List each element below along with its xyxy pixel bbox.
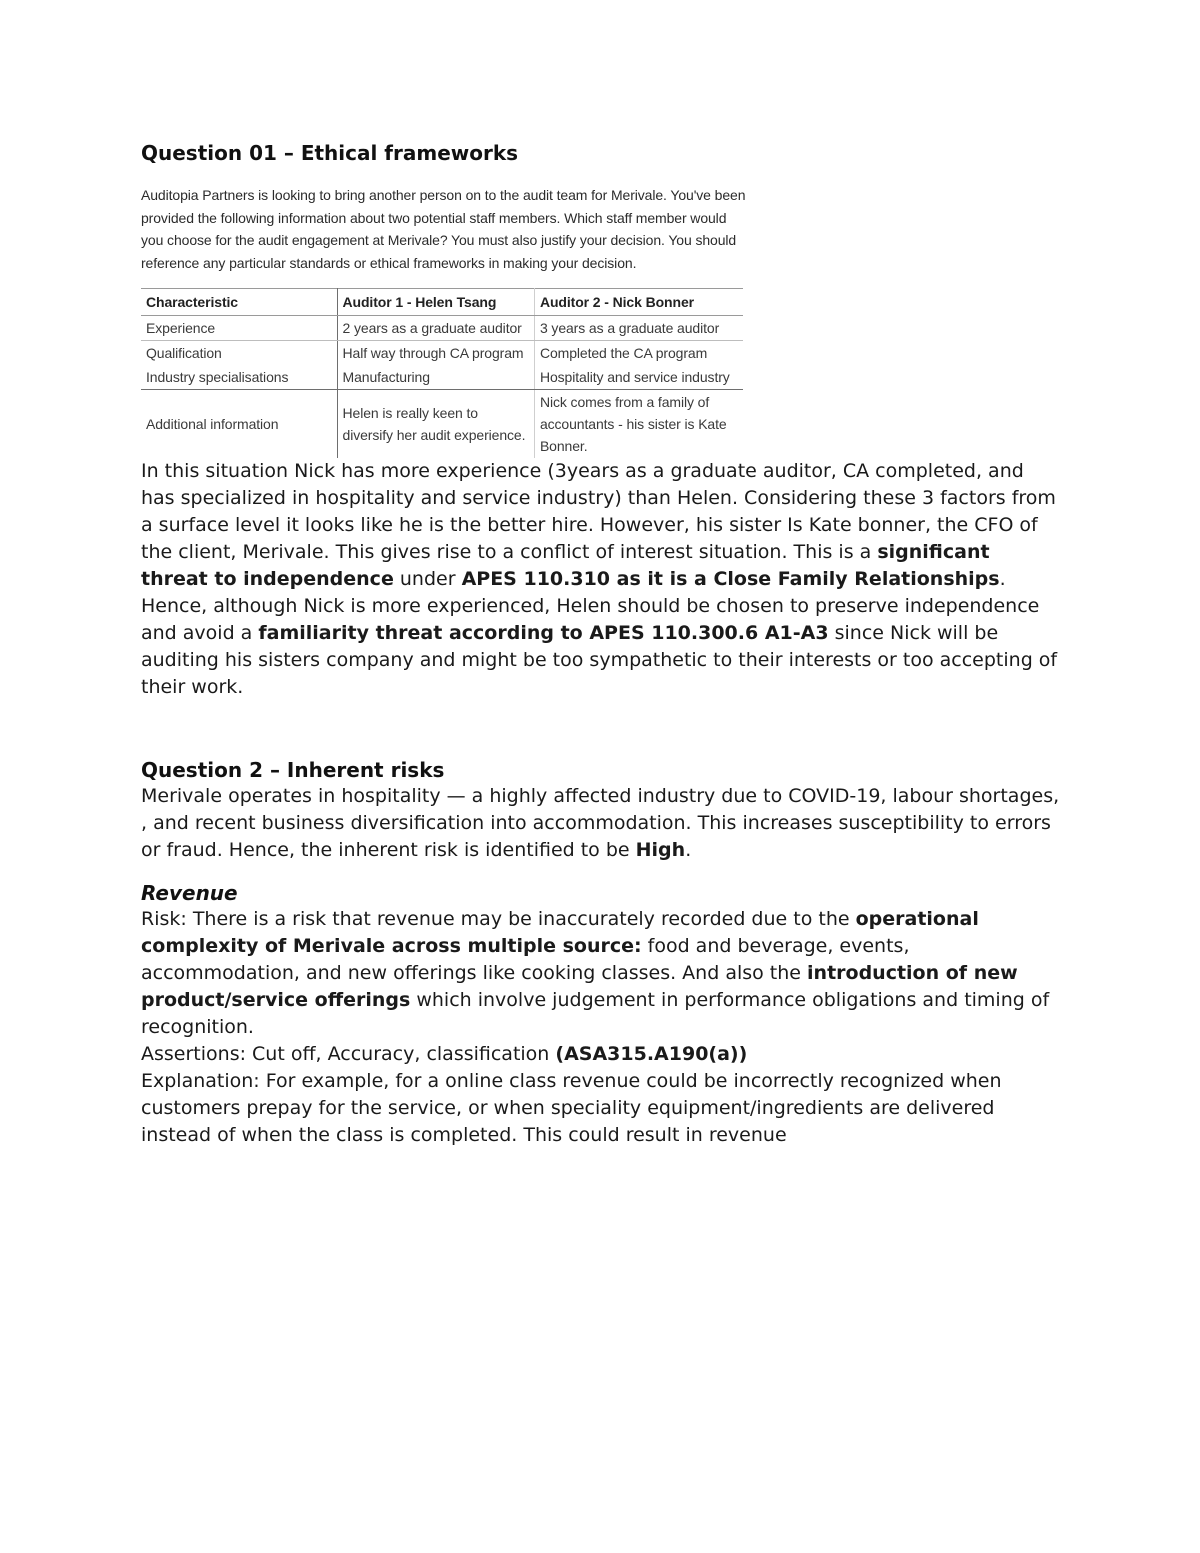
table-cell: Nick comes from a family of accountants - his sister is Kate Bonner. xyxy=(539,394,727,455)
text-run: food and beverage, events, accommodation, and new offerings like cooking classes. And also the xyxy=(141,935,910,985)
bold-text: operational complexity of Merivale across multiple source: xyxy=(141,908,979,958)
table-row xyxy=(141,316,743,341)
text-run: Assertions: Cut off, Accuracy, classification xyxy=(141,1043,556,1066)
bold-text: (ASA315.A190(a)) xyxy=(555,1043,748,1066)
table-header-cell: Auditor 2 - Nick Bonner xyxy=(534,289,743,316)
table-cell: 3 years as a graduate auditor xyxy=(534,316,743,341)
text-run: Risk: There is a risk that revenue may be inaccurately recorded due to the xyxy=(141,908,856,931)
document-content xyxy=(141,140,1061,1149)
question-2-heading: Question 2 – Inherent risks xyxy=(141,758,445,783)
question-prompt: Auditopia Partners is looking to bring another person on to the audit team for Merivale. You've been provided the following information about two potential staff members. Which staff member would you choose for the audit engagement at Merivale? You must also justify your decision. You should reference any particular standards or ethical frameworks in making your decision. xyxy=(141,187,746,271)
risk-paragraph xyxy=(141,906,1061,1041)
table-row xyxy=(141,365,743,390)
bold-text: significant threat to independence xyxy=(141,541,990,591)
table-cell: Manufacturing xyxy=(337,365,534,390)
bold-text: APES 110.310 as it is a Close Family Relationships xyxy=(461,568,1000,591)
answer-paragraph-1 xyxy=(141,458,1061,593)
answer-paragraph-2 xyxy=(141,593,1061,701)
table-header-cell: Characteristic xyxy=(141,289,337,316)
table-cell: Hospitality and service industry xyxy=(534,365,743,390)
text-run: which involve judgement in performance obligations and timing of recognition. xyxy=(141,989,1050,1039)
text-run: . xyxy=(999,568,1006,591)
table-cell: Qualification xyxy=(141,341,337,366)
assertions-paragraph xyxy=(141,1041,1061,1068)
table-header-row xyxy=(141,289,743,316)
table-cell: Experience xyxy=(141,316,337,341)
text-run: under xyxy=(393,568,462,591)
table-row xyxy=(141,390,743,459)
table-header-cell: Auditor 1 - Helen Tsang xyxy=(337,289,534,316)
table-cell: Helen is really keen to diversify her audit experience. xyxy=(337,390,534,459)
bold-text: introduction of new product/service offerings xyxy=(141,962,1018,1012)
table-row xyxy=(141,341,743,366)
bold-text: familiarity threat according to APES 110.300.6 A1-A3 xyxy=(258,622,829,645)
revenue-subheading: Revenue xyxy=(141,881,238,906)
bold-text: High xyxy=(635,839,686,862)
embedded-question-screenshot xyxy=(141,184,751,458)
table-cell: 2 years as a graduate auditor xyxy=(337,316,534,341)
text-run: In this situation Nick has more experience (3years as a graduate auditor, CA completed, and has specialized in hospitality and service industry) than Helen. Considering these 3 factors from a surface level it looks like he is the better hire. However, his sister Is Kate bonner, the CFO of the client, Merivale. This gives rise to a conflict of interest situation. This is a xyxy=(141,460,1056,564)
text-run: Merivale operates in hospitality — a highly affected industry due to COVID-19, labour shortages, , and recent business diversification into accommodation. This increases susceptibility to errors or fraud. Hence, the inherent risk is identified to be xyxy=(141,785,1060,862)
explanation-paragraph: Explanation: For example, for a online class revenue could be incorrectly recognized when customers prepay for the service, or when speciality equipment/ingredients are delivered instead of when the class is completed. This could result in revenue xyxy=(141,1070,1002,1147)
question-1-heading: Question 01 – Ethical frameworks xyxy=(141,141,519,165)
table-cell: Completed the CA program xyxy=(539,345,708,362)
table-cell: Half way through CA program xyxy=(337,341,534,366)
auditor-comparison-table xyxy=(141,288,743,458)
text-run: since Nick will be auditing his sisters company and might be too sympathetic to their interests or too accepting of their work. xyxy=(141,622,1058,699)
intro-paragraph xyxy=(141,783,1061,864)
table-cell: Additional information xyxy=(141,390,337,459)
text-run: . xyxy=(685,839,692,862)
table-cell: Industry specialisations xyxy=(141,365,337,390)
text-run: Hence, although Nick is more experienced, Helen should be chosen to preserve independence and avoid a xyxy=(141,595,1040,645)
